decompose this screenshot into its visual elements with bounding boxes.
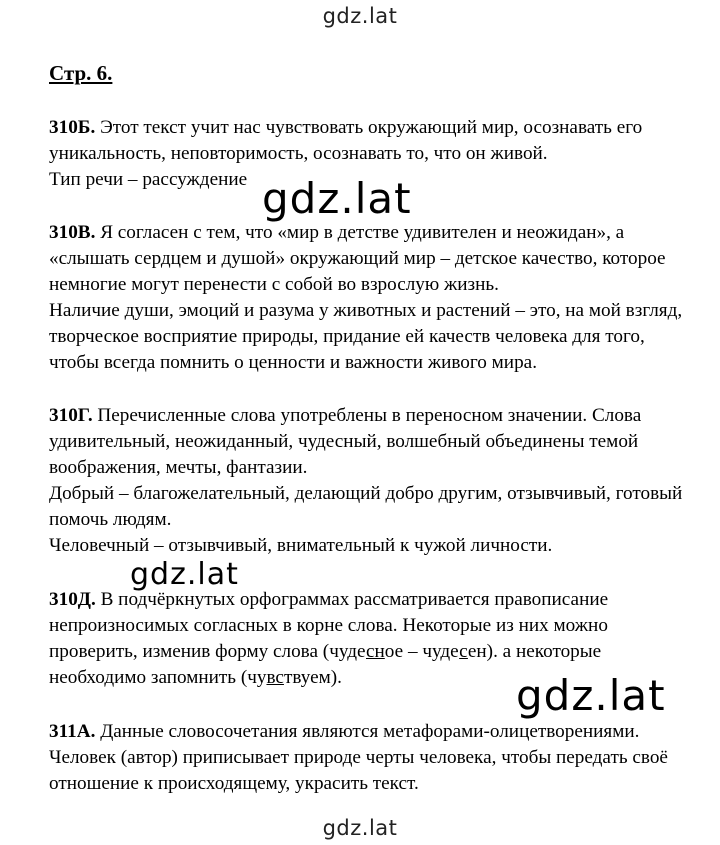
section-311a [49,719,714,797]
watermark-bottom: gdz.lat [322,816,398,840]
text-run: необходимо запомнить (чу [49,667,267,688]
text-line: непроизносимых согласных в корне слова. Некоторые из них можно [49,615,608,636]
text-run: Данные словосочетания являются метафорами-олицетворениями. [95,721,640,742]
watermark-overlay: gdz.lat [262,174,412,223]
watermark-overlay: gdz.lat [130,557,239,592]
exercise-tag: 310Д. [49,589,96,610]
text-run: ен). а некоторые [467,641,602,662]
exercise-tag: 310В. [49,222,96,243]
exercise-tag: 311А. [49,721,96,742]
exercise-tag: 310Г. [49,405,93,426]
text-line: чтобы всегда помнить о ценности и важности живого мира. [49,352,537,373]
text-line: уникальность, неповторимость, осознавать то, что он живой. [49,143,548,164]
page-title: Стр. 6. [49,61,113,85]
text-run: В подчёркнутых орфограммах рассматривается правописание [95,589,609,610]
text-run: Этот текст учит нас чувствовать окружающий мир, осознавать его [95,117,643,138]
text-line [49,639,714,665]
text-line [49,403,714,429]
exercise-tag: 310Б. [49,117,96,138]
text-run: проверить, изменив форму слова (чуде [49,641,366,662]
underlined-orthogram: вс [266,667,284,688]
text-line: Добрый – благожелательный, делающий добро другим, отзывчивый, готовый [49,483,683,504]
watermark-overlay: gdz.lat [516,671,666,720]
text-line: Человек (автор) приписывает природе черты человека, чтобы передать своё [49,747,668,768]
underlined-orthogram: с [459,641,468,662]
text-line: воображения, мечты, фантазии. [49,457,308,478]
section-310v [49,220,714,376]
text-line [49,220,714,246]
underlined-orthogram: сн [366,641,385,662]
text-line [49,719,714,745]
text-run: Перечисленные слова употреблены в переносном значении. Слова [92,405,642,426]
text-line: Человечный – отзывчивый, внимательный к чужой личности. [49,535,553,556]
text-line: Наличие души, эмоций и разума у животных и растений – это, на мой взгляд, [49,300,683,321]
text-run: Я согласен с тем, что «мир в детстве удивителен и неожидан», а [95,222,625,243]
text-line: творческое восприятие природы, придание ей качеств человека для того, [49,326,645,347]
text-line: отношение к происходящему, украсить текст. [49,773,419,794]
text-line [49,115,714,141]
text-run: ое – чуде [384,641,460,662]
text-line: «слышать сердцем и душой» окружающий мир – детское качество, которое [49,248,666,269]
section-310g [49,403,714,559]
text-line: удивительный, неожиданный, чудесный, волшебный объединены темой [49,431,639,452]
watermark-top: gdz.lat [322,4,398,28]
text-run: твуем). [283,667,342,688]
text-line: немногие могут перенести с собой во взрослую жизнь. [49,274,499,295]
text-line: Тип речи – рассуждение [49,169,248,190]
text-line: помочь людям. [49,509,172,530]
